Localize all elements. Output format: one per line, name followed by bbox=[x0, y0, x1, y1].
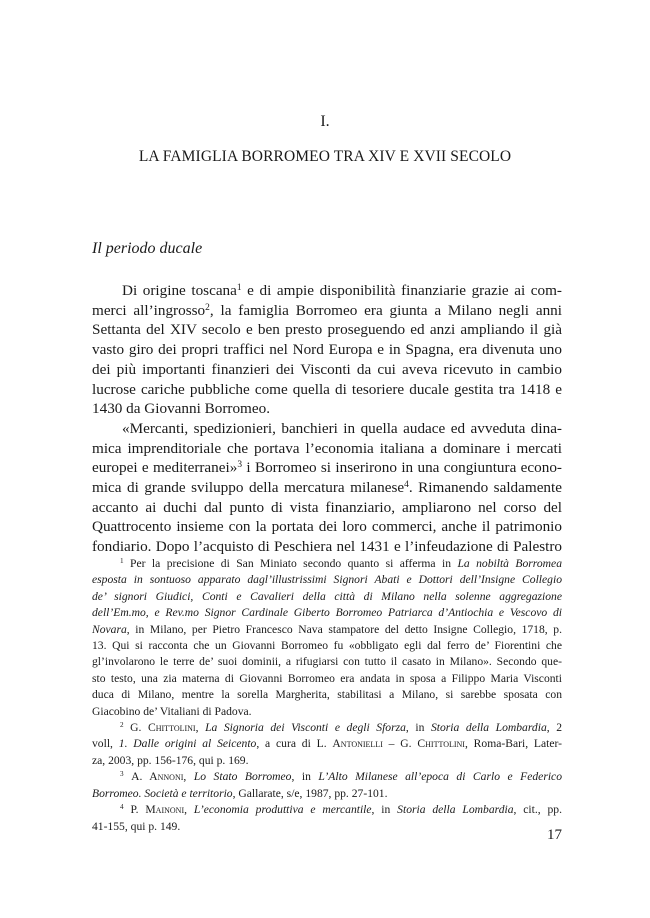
body-line: Di origine toscana$^1$ e di ampie disponibilità finanziarie grazie ai com- bbox=[122, 282, 562, 299]
body-line: fondiario. Dopo l’acquisto di Peschiera nel 1431 e l’infeudazione di Palestro bbox=[92, 538, 562, 556]
footnote-3 bbox=[92, 769, 562, 802]
page-number: 17 bbox=[547, 827, 562, 843]
paragraph-1 bbox=[92, 281, 562, 419]
footnote-ref[interactable]: 4 bbox=[404, 479, 409, 490]
footnote-line: za, 2003, pp. 156-176, qui p. 169. bbox=[92, 753, 249, 767]
footnote-line: duca di Milano, mentre la sorella Margherita, stabilitasi a Milano, si sarebbe sposata con bbox=[92, 688, 562, 702]
main-body-text bbox=[92, 281, 562, 557]
footnote-line: 41-155, qui p. 149. bbox=[92, 819, 181, 833]
footnote-line: $^4$ P. Mainoni, L’economia produttiva e mercantile, in Storia della Lombardia, cit., pp. bbox=[120, 803, 562, 817]
footnote-number: 4 bbox=[120, 803, 124, 812]
chapter-title: LA FAMIGLIA BORROMEO TRA XIV E XVII SECOLO bbox=[138, 148, 512, 165]
body-line: Settanta del XIV secolo e ben presto proseguendo ed anzi ampliando il già bbox=[92, 321, 562, 339]
paragraph-2 bbox=[92, 419, 562, 557]
footnote-line: sto testo, una zia materna di Giovanni Borromeo era andata in sposa a Filippo Maria Visconti bbox=[92, 671, 562, 685]
footnote-1 bbox=[92, 556, 562, 720]
body-line: mica imprenditoriale che portava l’economia italiana a dominare i mercati bbox=[92, 439, 562, 457]
footnote-line: voll, 1. Dalle origini al Seicento, a cura di L. Antonielli – G. Chittolini, Roma-Bari, Later- bbox=[92, 737, 562, 751]
footnote-ref[interactable]: 3 bbox=[237, 460, 243, 471]
body-line: dei più importanti finanzieri dei Visconti da cui aveva ricevuto in cambio bbox=[92, 360, 562, 378]
footnote-line: Borromeo. Società e territorio, Gallarate, s/e, 1987, pp. 27-101. bbox=[92, 786, 388, 800]
footnote-number: 1 bbox=[120, 557, 124, 566]
footnote-line: gl’involarono le terre de’ suoi dominii, a rifugiarsi con tutto il casato in Milano». Secondo que- bbox=[92, 655, 562, 669]
footnote-line: de’ signori Giudici, Conti e Cavalieri della città di Milano nella solenne aggregazione bbox=[92, 589, 562, 603]
footnote-line: $^3$ A. Annoni, Lo Stato Borromeo, in L’Alto Milanese all’epoca di Carlo e Federico bbox=[120, 770, 562, 784]
footnote-4 bbox=[92, 802, 562, 835]
body-line: mica di grande sviluppo della mercatura milanese$^4$. Rimanendo saldamente bbox=[92, 479, 562, 497]
body-line: Quattrocento insieme con la portata dei loro commerci, anche il patrimonio bbox=[92, 518, 562, 536]
body-line: accanto ai duchi dal punto di vista finanziario, ampliarono nel corso del bbox=[92, 498, 562, 516]
section-title: Il periodo ducale bbox=[92, 240, 203, 257]
footnote-line: $^1$ Per la precisione di San Miniato secondo quanto si afferma in La nobiltà Borromea bbox=[120, 557, 562, 570]
footnote-2 bbox=[92, 720, 562, 769]
body-line: «Mercanti, spedizionieri, banchieri in quella audace ed avveduta dina- bbox=[122, 419, 562, 437]
footnote-line: 13. Qui si racconta che un Giovanni Borromeo fu «obbligato egli dal ferro de’ Fiorentini che bbox=[92, 639, 562, 653]
body-line: 1430 da Giovanni Borromeo. bbox=[92, 400, 271, 418]
chapter-number: I. bbox=[320, 113, 330, 130]
body-line: europei e mediterranei»$^3$ i Borromeo si inserirono in una congiuntura econo- bbox=[92, 459, 562, 477]
footnote-line: Novara, in Milano, per Pietro Francesco Nava stampatore del detto Insigne Collegio, 1718, p. bbox=[92, 622, 562, 636]
footnote-line: dell’Em.mo, e Rev.mo Signor Cardinale Giberto Borromeo Patriarca d’Antiochia e Vescovo di bbox=[92, 606, 562, 620]
footnote-ref[interactable]: 2 bbox=[205, 302, 210, 313]
body-line: lucrose cariche pubbliche come quella di tesoriere ducale gestita tra 1418 e bbox=[92, 380, 562, 398]
body-line: merci all’ingrosso$^2$, la famiglia Borromeo era giunta a Milano negli anni bbox=[92, 301, 562, 319]
footnote-number: 3 bbox=[120, 770, 124, 779]
footnote-line: esposta in sontuoso apparato dagl’illustrissimi Signori Abati e Dottori dell’Insigne Collegio bbox=[92, 573, 562, 587]
body-line: vasto giro dei propri traffici nel Nord Europa e in Spagna, era divenuta uno bbox=[92, 341, 562, 359]
footnote-line: $^2$ G. Chittolini, La Signoria dei Visconti e degli Sforza, in Storia della Lombardia, 2 bbox=[120, 721, 563, 735]
footnotes bbox=[92, 556, 562, 835]
footnote-ref[interactable]: 1 bbox=[236, 282, 242, 293]
footnote-line: Giacobino de’ Vitaliani di Padova. bbox=[92, 704, 252, 718]
footnote-number: 2 bbox=[120, 721, 124, 730]
